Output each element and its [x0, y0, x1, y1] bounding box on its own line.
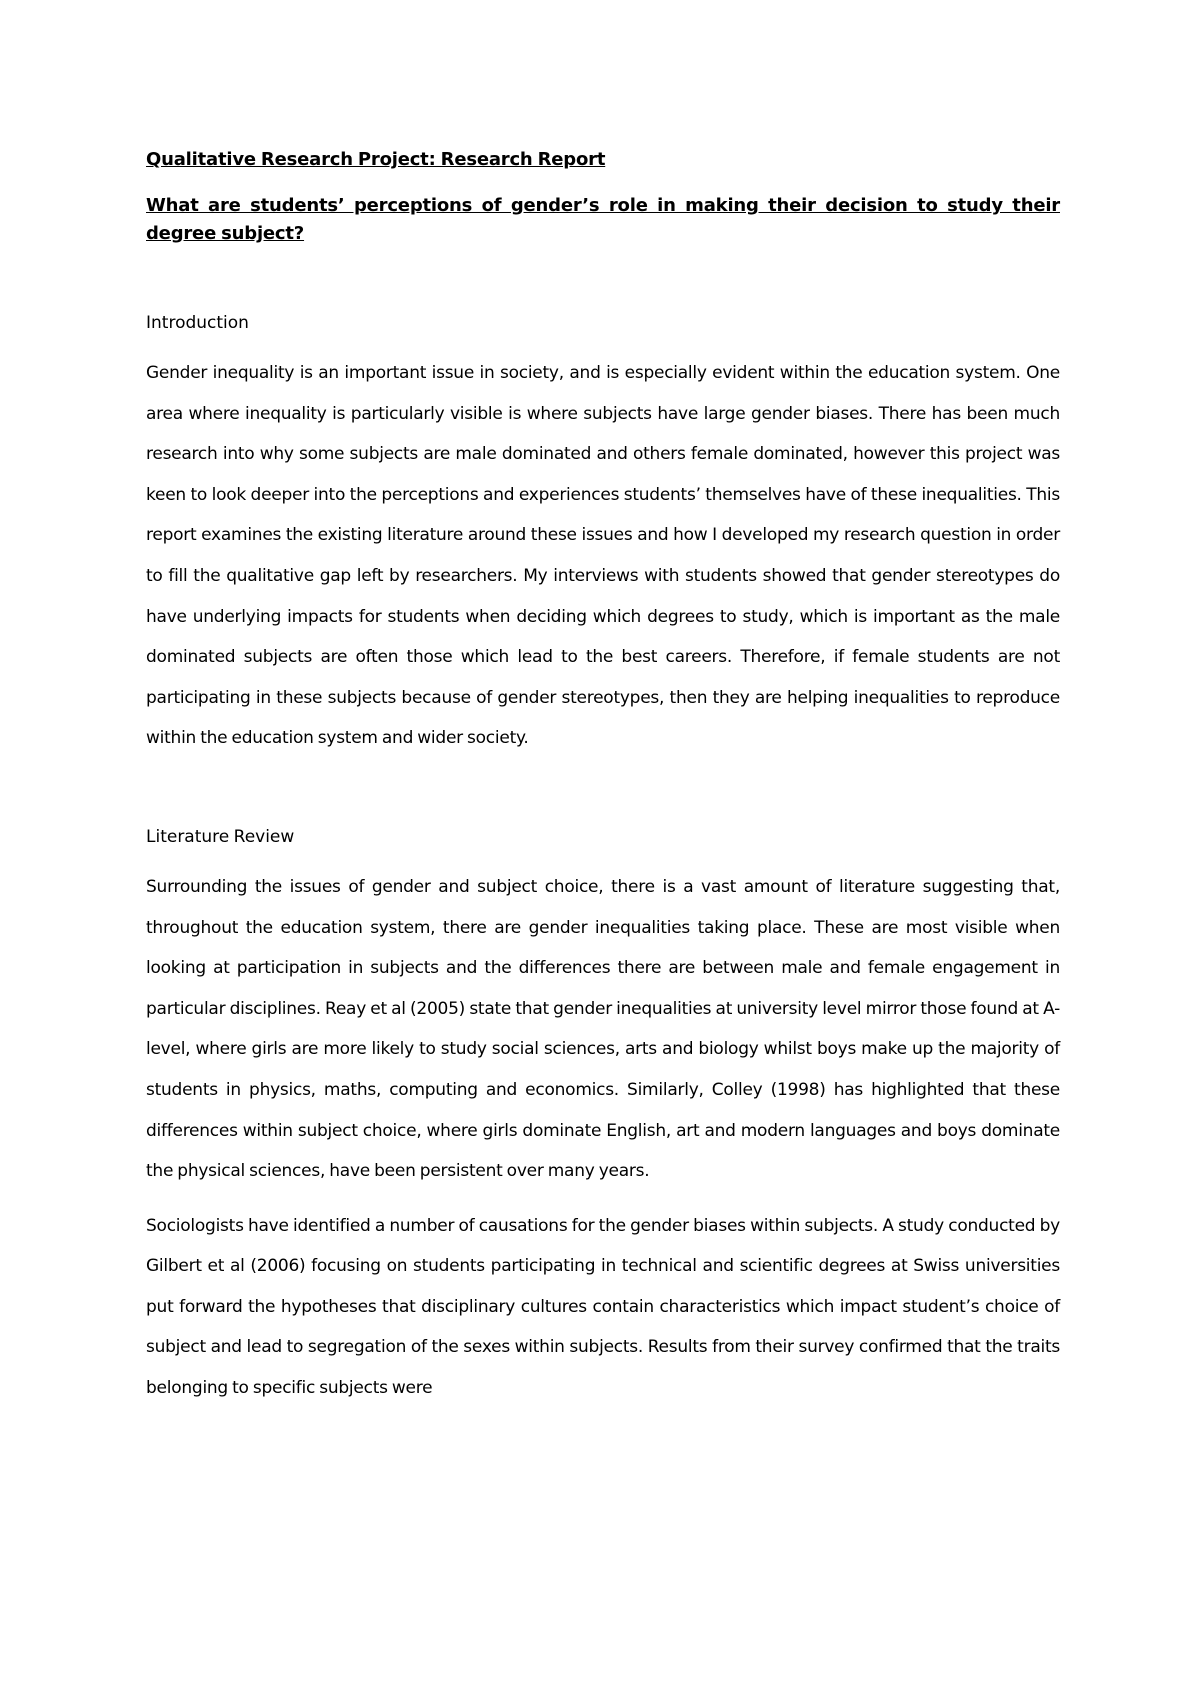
- section-literature-review: [146, 825, 1060, 1409]
- section-heading: Introduction: [146, 313, 249, 333]
- document-title: Qualitative Research Project: Research Report: [146, 149, 606, 170]
- section-heading: Literature Review: [146, 826, 295, 847]
- section-introduction: [146, 311, 1060, 759]
- research-question: What are students’ perceptions of gender’s role in making their decision to study their degree subject?: [146, 195, 1060, 244]
- paragraph: Sociologists have identified a number of causations for the gender biases within subjects. A study conducted by Gilbert et al (2006) focusing on students participating in technical and scientific degrees at Swiss universities put forward the hypotheses that disciplinary cultures contain characteristics which impact student’s choice of subject and lead to segregation of the sexes within subjects. Results from their survey confirmed that the traits belonging to specific subjects were: [146, 1215, 1060, 1399]
- paragraph: Surrounding the issues of gender and subject choice, there is a vast amount of literature suggesting that, throughout the education system, there are gender inequalities taking place. These are most visible when looking at participation in subjects and the differences there are between male and female engagement in particular disciplines. Reay et al (2005) state that gender inequalities at university level mirror those found at A-level, where girls are more likely to study social sciences, arts and biology whilst boys make up the majority of students in physics, maths, computing and economics. Similarly, Colley (1998) has highlighted that these differences within subject choice, where girls dominate English, art and modern languages and boys dominate the physical sciences, have been persistent over many years.: [146, 876, 1060, 1182]
- document-body: [146, 148, 1060, 1409]
- paragraph: Gender inequality is an important issue in society, and is especially evident within the education system. One area where inequality is particularly visible is where subjects have large gender biases. There has been much research into why some subjects are male dominated and others female dominated, however this project was keen to look deeper into the perceptions and experiences students’ themselves have of these inequalities. This report examines the existing literature around these issues and how I developed my research question in order to fill the qualitative gap left by researchers. My interviews with students showed that gender stereotypes do have underlying impacts for students when deciding which degrees to study, which is important as the male dominated subjects are often those which lead to the best careers. Therefore, if female students are not participating in these subjects because of gender stereotypes, then they are helping inequalities to reproduce within the education system and wider society.: [146, 363, 1060, 749]
